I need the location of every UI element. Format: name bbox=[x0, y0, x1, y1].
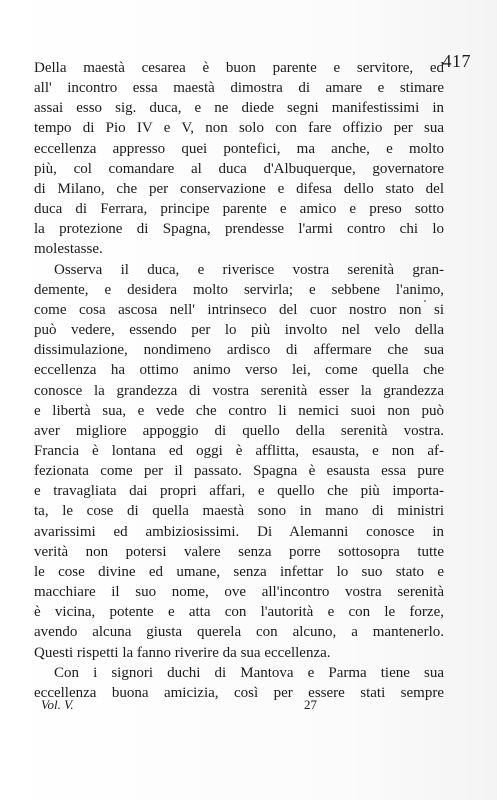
text-line: molestasse. bbox=[34, 241, 103, 258]
signature-mark: 27 bbox=[304, 697, 317, 712]
text-line: assai esso sig. duca, e ne diede segni manifestissimi in bbox=[34, 100, 444, 117]
text-line: può vedere, essendo per lo più involto nel velo della bbox=[34, 322, 444, 339]
text-line: fezionata come per il passato. Spagna è esausta essa pure bbox=[34, 463, 444, 480]
text-line: come cosa ascosa nell' intrinseco del cuor nostro non si bbox=[34, 301, 444, 318]
text-line: macchiare il suo nome, ove all'incontro vostra serenità bbox=[34, 584, 444, 601]
text-line: all' incontro essa maestà dimostra di amare e stimare bbox=[34, 80, 444, 97]
body-text bbox=[34, 58, 444, 703]
text-line: aver migliore appoggio di quello della serenità vostra. bbox=[34, 422, 444, 439]
text-line: Osserva il duca, e riverisce vostra serenità gran- bbox=[54, 261, 444, 278]
paragraph-1 bbox=[34, 58, 444, 260]
text-line: avarissimi ed ambiziosissimi. Di Alemanni conosce in bbox=[34, 523, 444, 540]
paragraph-3 bbox=[34, 663, 444, 703]
ink-speck bbox=[424, 300, 426, 302]
text-line: Della maestà cesarea è buon parente e servitore, ed bbox=[34, 60, 444, 76]
text-line: eccellenza appresso quei pontefici, ma anche, e molto bbox=[34, 140, 444, 157]
text-line: Francia è lontana ed oggi è afflitta, esausta, e non af- bbox=[34, 442, 444, 459]
volume-label: Vol. V. bbox=[41, 697, 74, 712]
page-number: 417 bbox=[442, 51, 471, 71]
text-line: le cose divine ed umane, senza infettar lo suo stato e bbox=[34, 563, 444, 580]
text-line: e travagliata dai propri affari, e quello che più importa- bbox=[34, 483, 444, 500]
text-line: avendo alcuna giusta querela con alcuno, a mantenerlo. bbox=[34, 624, 444, 641]
text-line: più, col comandare al duca d'Albuquerque, governatore bbox=[34, 160, 444, 177]
text-line: duca di Ferrara, principe parente e amico e preso sotto bbox=[34, 201, 444, 218]
text-line: e libertà sua, e vede che contro li nemici suoi non può bbox=[34, 402, 444, 419]
text-line: tempo di Pio IV e V, non solo con fare offizio per sua bbox=[34, 120, 444, 137]
text-line: Con i signori duchi di Mantova e Parma tiene sua bbox=[54, 664, 444, 681]
text-line: conosce la grandezza di vostra serenità esser la grandezza bbox=[34, 382, 444, 399]
text-line: demente, e desidera molto servirla; e sebbene l'animo, bbox=[34, 281, 444, 298]
paragraph-2 bbox=[34, 260, 444, 663]
text-line: eccellenza buona amicizia, così per essere stati sempre bbox=[34, 684, 444, 701]
text-line: dissimulazione, nondimeno ardisco di affermare che sua bbox=[34, 342, 444, 359]
text-line: la protezione di Spagna, prendesse l'armi contro chi lo bbox=[34, 221, 444, 238]
text-line: è vicina, potente e atta con l'autorità e con le forze, bbox=[34, 604, 444, 621]
text-line: eccellenza ha ottimo animo verso lei, come quella che bbox=[34, 362, 444, 379]
text-line: ta, le cose di quella maestà sono in mano di ministri bbox=[34, 503, 444, 520]
text-line: di Milano, che per conservazione e difesa dello stato del bbox=[34, 180, 444, 197]
text-line: Questi rispetti la fanno riverire da sua eccellenza. bbox=[34, 644, 331, 661]
text-line: verità non potersi valere senza porre sottosopra tutte bbox=[34, 543, 444, 560]
